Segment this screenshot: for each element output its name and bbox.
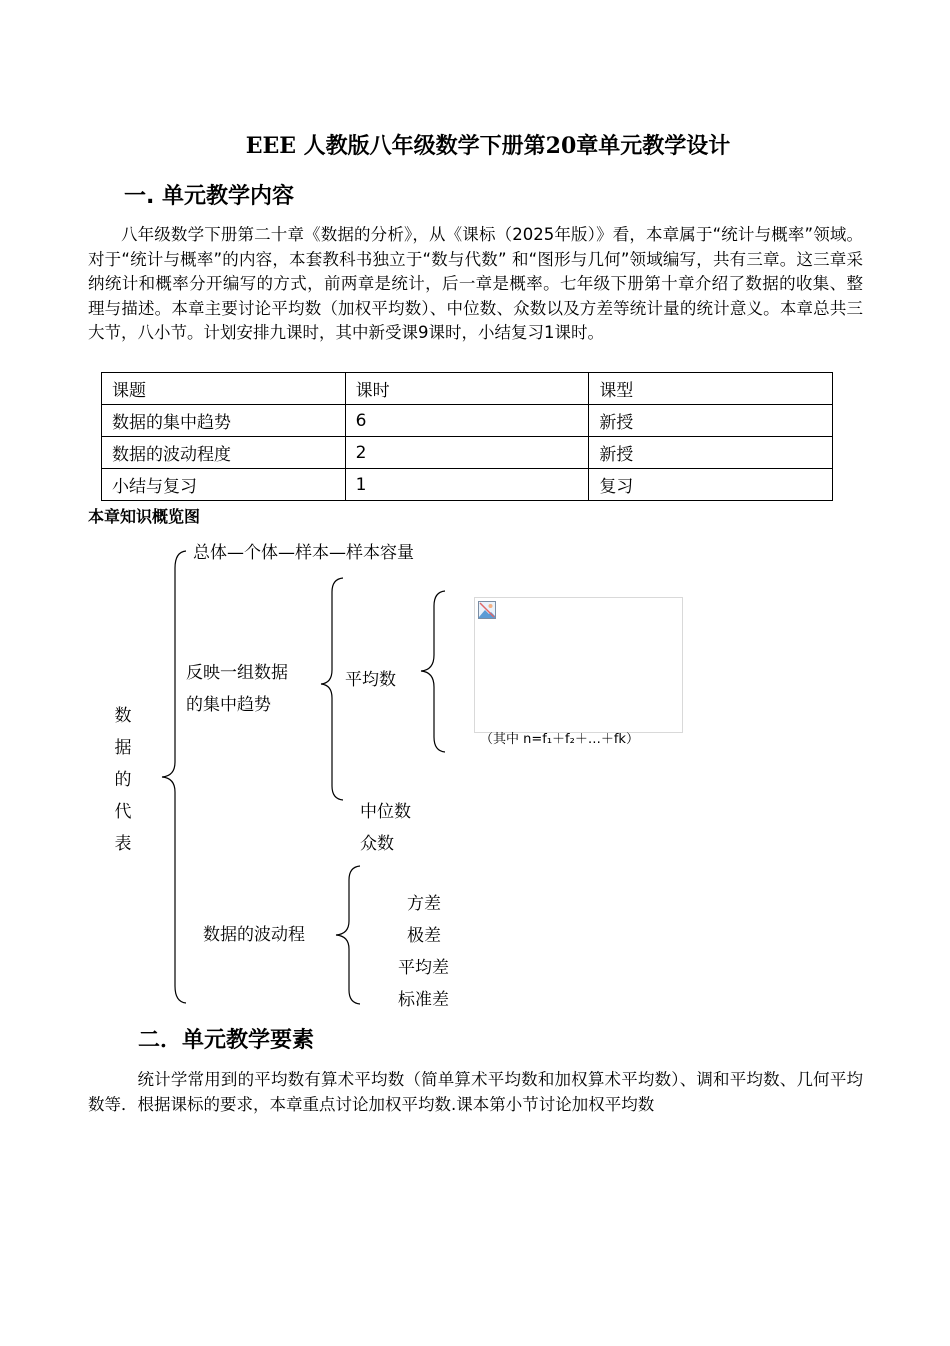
formula-image-placeholder xyxy=(474,597,683,733)
table-cell: 小结与复习 xyxy=(102,469,346,501)
table-header-cell: 课型 xyxy=(589,373,833,405)
central-tendency-brace xyxy=(321,578,343,800)
table-header-cell: 课时 xyxy=(345,373,589,405)
table-cell: 新授 xyxy=(589,437,833,469)
variance-label: 方差 xyxy=(407,894,441,914)
section2-text: 统计学常用到的平均数有算术平均数（简单算术平均数和加权算术平均数）、调和平均数、几何平均数等．根据课标的要求，本章重点讨论加权平均数.课本第小节讨论加权平均数 xyxy=(88,1070,863,1114)
table-cell: 复习 xyxy=(589,469,833,501)
broken-image-icon xyxy=(478,601,496,619)
table-cell: 6 xyxy=(345,405,589,437)
central-tendency-label-line1: 反映一组数据 xyxy=(186,663,288,683)
section2-paragraph xyxy=(88,1068,863,1117)
dispersion-label: 数据的波动程 xyxy=(203,925,305,945)
section2-heading: 二．单元教学要素 xyxy=(138,1028,315,1053)
dispersion-brace xyxy=(336,866,360,1004)
section1-text: 八年级数学下册第二十章《数据的分析》，从《课标（2025年版）》看，本章属于“统计与概率”领域。对于“统计与概率”的内容，本套教科书独立于“数与代数” 和“图形与几何”领域编写，共有三章。这三章采纳统计和概率分开编写的方式，前两章是统计，后一章是概率。七年级下册第十章介绍了数据的收集、整理与描述。本章主要讨论平均数（加权平均数）、中位数、众数以及方差等统计量的统计意义。本章总共三大节，八小节。计划安排九课时，其中新受课9课时，小结复习1课时。 xyxy=(88,225,863,342)
mean-deviation-label: 平均差 xyxy=(398,958,449,978)
root-label: 数据的代表 xyxy=(114,706,132,854)
mean-brace xyxy=(421,591,445,752)
table-cell: 1 xyxy=(345,469,589,501)
central-tendency-label-line2: 的集中趋势 xyxy=(186,695,271,715)
document-title: EEE 人教版八年级数学下册第20章单元教学设计 xyxy=(245,133,731,159)
table-cell: 新授 xyxy=(589,405,833,437)
mean-label: 平均数 xyxy=(345,670,396,690)
table-header-cell: 课题 xyxy=(102,373,346,405)
formula-note: （其中 n=f₁＋f₂＋…＋fk） xyxy=(480,732,639,747)
knowledge-map-title: 本章知识概览图 xyxy=(88,507,201,526)
standard-deviation-label: 标准差 xyxy=(398,990,449,1010)
top-item-label: 总体—个体—样本—样本容量 xyxy=(193,543,414,563)
mode-label: 众数 xyxy=(360,834,394,854)
table-cell: 2 xyxy=(345,437,589,469)
table-cell: 数据的波动程度 xyxy=(102,437,346,469)
median-label: 中位数 xyxy=(360,802,411,822)
range-label: 极差 xyxy=(407,926,441,946)
root-brace xyxy=(162,551,186,1003)
section1-heading: 一. 单元教学内容 xyxy=(124,184,295,209)
table-cell: 数据的集中趋势 xyxy=(102,405,346,437)
